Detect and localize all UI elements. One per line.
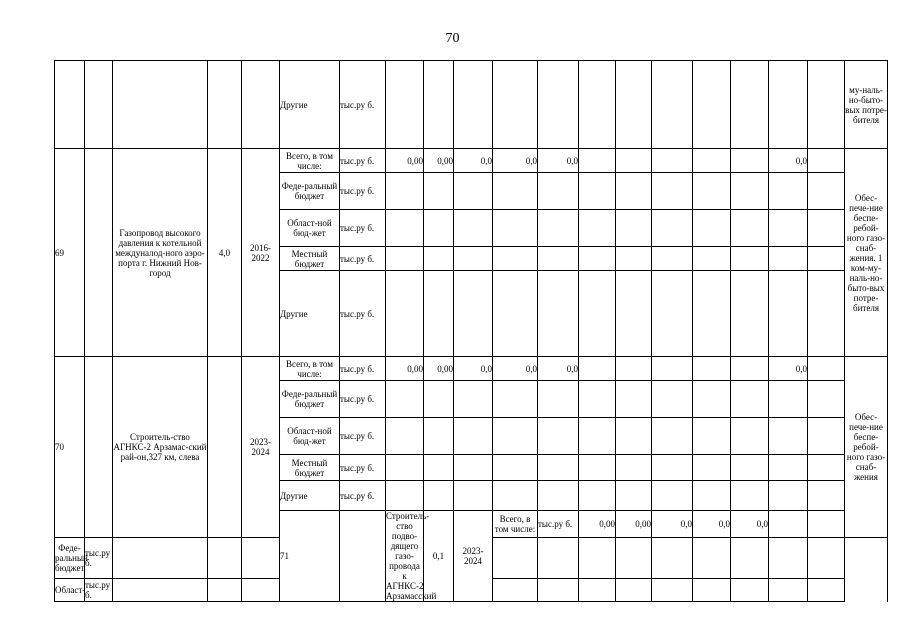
value-cell: 0,0	[454, 357, 493, 381]
value-cell: 0,00	[424, 149, 454, 173]
value-cell: 0,00	[386, 357, 424, 381]
unit-cell: тыс.ру б.	[340, 271, 386, 357]
value-cell: 0,0	[731, 511, 769, 538]
value-cell: 0,00	[386, 149, 424, 173]
source-cell: Област-ной бюд-жет	[280, 210, 340, 247]
source-cell: Всего, в том числе:	[280, 357, 340, 381]
unit-cell: тыс.ру б.	[340, 481, 386, 511]
value-cell: 0,00	[424, 357, 454, 381]
value-cell: 0,0	[538, 357, 579, 381]
source-cell: Местный бюджет	[280, 247, 340, 271]
unit-cell: тыс.ру б.	[85, 537, 113, 578]
unit-cell: тыс.ру б.	[340, 173, 386, 210]
unit-cell: тыс.ру б.	[340, 247, 386, 271]
source-cell: Другие	[280, 271, 340, 357]
unit-cell: тыс.ру б.	[340, 210, 386, 247]
value-cell: 0,0	[652, 511, 693, 538]
value-cell: 0,0	[769, 357, 808, 381]
value-cell: 0,0	[769, 149, 808, 173]
value-cell: 0,00	[579, 511, 616, 538]
unit-cell: тыс.ру б.	[340, 381, 386, 418]
source-cell: Другие	[280, 61, 340, 149]
period-cell: 2023-2024	[242, 357, 280, 538]
source-cell: Местный бюджет	[280, 455, 340, 481]
table-row	[55, 149, 888, 173]
value-cell: 0,0	[493, 149, 538, 173]
value-cell: 0,0	[693, 511, 731, 538]
unit-cell: тыс.ру б.	[340, 357, 386, 381]
source-cell: Всего, в том числе:	[493, 511, 538, 538]
object-name: Строитель-ство подво-дящего газо-провода к АГНКС-2 Арзамасский	[386, 511, 437, 601]
unit-cell: тыс.ру б.	[340, 418, 386, 455]
period-cell: 2023-2024	[454, 511, 493, 602]
value-cell: 0,00	[616, 511, 652, 538]
row-number: 71	[280, 511, 340, 602]
table-row	[55, 61, 888, 149]
purpose-cell: Обес-пече-ние беспе-ребой-ного газо-снаб-жения. 1 ком-му-наль-но-быто-вых потре-бителя	[845, 149, 888, 357]
source-cell: Феде-ральный бюджет	[280, 381, 340, 418]
source-cell: Всего, в том числе:	[280, 149, 340, 173]
source-cell: Феде-ральный бюджет	[55, 537, 85, 578]
value-cell: 0,0	[538, 149, 579, 173]
source-cell: Област-ной бюд-жет	[280, 418, 340, 455]
unit-cell: тыс.ру б.	[340, 149, 386, 173]
page-number: 70	[445, 31, 460, 46]
unit-cell: тыс.ру б.	[85, 578, 113, 601]
object-name: Строитель-ство АГНКС-2 Арзамас-ский рай-он,327 км, слева	[113, 357, 208, 538]
investment-program-table	[54, 60, 888, 602]
value-cell: 0,0	[454, 149, 493, 173]
source-cell: Другие	[280, 481, 340, 511]
object-name: Газопровод высокого давления к котельной междуналод-ного аэро-порта г. Нижний Нов-город	[113, 149, 208, 357]
unit-cell: тыс.ру б.	[340, 455, 386, 481]
purpose-cell: Обес-пече-ние беспе-ребой-ного газо-снаб-жения	[845, 357, 888, 538]
period-cell: 2016-2022	[242, 149, 280, 357]
source-cell: Феде-ральный бюджет	[280, 173, 340, 210]
unit-cell: тыс.ру б.	[538, 511, 579, 538]
length-cell: 4,0	[208, 149, 242, 357]
table-row	[55, 357, 888, 381]
length-cell: 0,1	[424, 511, 454, 602]
row-number: 69	[55, 149, 85, 357]
source-cell: Област-	[55, 578, 85, 601]
unit-cell: тыс.ру б.	[340, 61, 386, 149]
row-number: 70	[55, 357, 85, 538]
purpose-cell: му-наль-но-быто-вых потре-бителя	[845, 61, 888, 149]
value-cell: 0,0	[493, 357, 538, 381]
